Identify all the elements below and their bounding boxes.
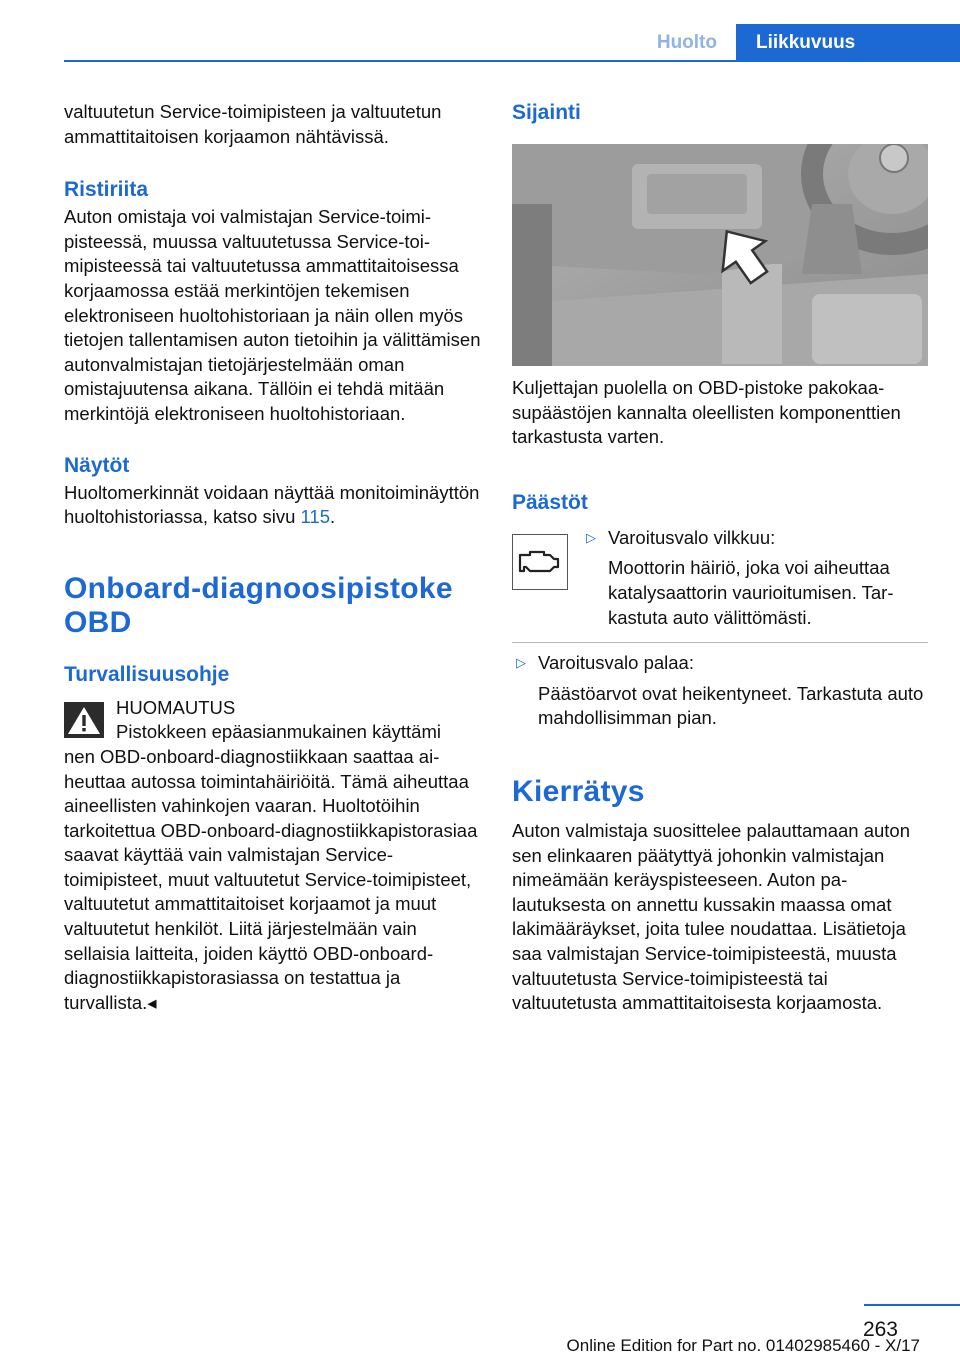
- heading-ristiriita: Ristiriita: [64, 178, 149, 202]
- triangle-bullet-icon: ▷: [516, 655, 526, 671]
- header-bar: [64, 24, 960, 62]
- heading-naytot: Näytöt: [64, 453, 130, 477]
- item1-text: Moottorin häiriö, joka voi aiheuttaa katalysaattorin vaurioitumisen. Tarkastuta auto välittömästi.: [608, 557, 894, 628]
- heading-paastot: Päästöt: [512, 490, 588, 514]
- footer-rule: [864, 1304, 960, 1306]
- engine-warning-box: [512, 534, 568, 590]
- paragraph-naytot: [64, 481, 484, 530]
- heading-kierratys: Kierrätys: [512, 774, 645, 808]
- warning-text-first: Pistokkeen epäasianmukainen käyttämi: [116, 721, 441, 743]
- obd-location-illustration: [512, 144, 928, 366]
- obd-location-photo: [512, 144, 928, 366]
- warning-text-rest: nen OBD-onboard-diagnostiikkaan saattaa aiheuttaa autossa toimintahäiriöitä. Tämä aiheuttaa aineellisten vahinkojen vaaran. Huoltotöihin tarkoitettua OBD-onboard-diagnostiikkapistorasiaa saavat käyttää vain valmistajan Service-toimipisteet, muut valtuutetut Service-toimipisteet, valtuutetut ammattitaitoiset korjaamot ja muut valtuutetut henkilöt. Liitä järjestelmään vain sellaisia laitteita, joiden käyttö OBD-onboard-diagnostiikkapistorasiassa on testattua ja turvallista.◂: [64, 745, 478, 1013]
- section-tab-huolto[interactable]: Huolto: [656, 32, 717, 53]
- page-link-115[interactable]: 115: [300, 506, 331, 528]
- paragraph-kierratys: Auton valmistaja suosittelee palauttamaan auton sen elinkaaren päätyttyä johonkin valmistajan nimeämään keräyspisteeseen. Auton palautuksesta on annettu kussakin maassa omat lakimääräykset, joita tulee noudattaa. Lisätietoja saa valmistajan Service-toimipisteestä, muusta valtuutetusta Service-toimipisteestä tai valtuutetusta ammattitaitoisesta korjaamosta.: [512, 819, 911, 1014]
- warning-block: [64, 696, 484, 1016]
- heading-obd: Onboard-diagnoosipistoke OBD: [64, 571, 453, 639]
- heading-turvallisuusohje: Turvallisuusohje: [64, 662, 230, 686]
- section-tab-liikkuvuus[interactable]: Liikkuvuus: [736, 24, 960, 62]
- item2-text: Päästöarvot ovat heikentyneet. Tarkastuta auto mahdollisimman pian.: [538, 682, 924, 729]
- edition-text: Online Edition for Part no. 01402985460 - X/17: [566, 1336, 920, 1355]
- list-item: [582, 526, 928, 630]
- heading-sijainti: Sijainti: [512, 101, 581, 124]
- item1-title: Varoitusvalo vilkkuu:: [608, 526, 776, 548]
- triangle-bullet-icon: ▷: [586, 529, 596, 545]
- list-divider: [512, 642, 928, 643]
- naytot-end: .: [330, 506, 336, 528]
- page-number: 263: [862, 1318, 898, 1341]
- naytot-text: Huoltomerkinnät voidaan näyttää monitoiminäyttön huoltohistoriassa, katso sivu: [64, 481, 480, 528]
- warning-title: HUOMAUTUS: [116, 696, 236, 718]
- indicator-table: [512, 526, 928, 630]
- right-column: [512, 100, 928, 1016]
- list-item: [512, 651, 928, 731]
- left-column: [64, 100, 484, 1015]
- indicator-list: [582, 526, 928, 630]
- item2-title: Varoitusvalo palaa:: [538, 652, 694, 674]
- check-engine-icon: [518, 547, 562, 577]
- warning-triangle-icon: [64, 702, 104, 738]
- paragraph-ristiriita: Auton omistaja voi valmistajan Service-toimipisteessä, muussa valtuutetussa Service-toimipisteessä tai valtuutetussa ammattitaitoisessa korjaamossa estää merkintöjen tekemisen elektroniseen huoltohistoriaan ja näin ollen myös tietojen tallentamisen auton tietoihin ja välittämisen autonvalmistajan tietojärjestelmään oman omistajuutensa aikana. Tällöin ei tehdä mitään merkintöjä elektroniseen huoltohistoriaan.: [64, 206, 481, 424]
- intro-paragraph: valtuutetun Service-toimipisteen ja valtuutetun ammattitaitoisen korjaamon nähtävissä.: [64, 101, 442, 147]
- photo-caption: Kuljettajan puolella on OBD-pistoke pakokaasupäästöjen kannalta oleellisten komponenttien tarkastusta varten.: [512, 377, 901, 448]
